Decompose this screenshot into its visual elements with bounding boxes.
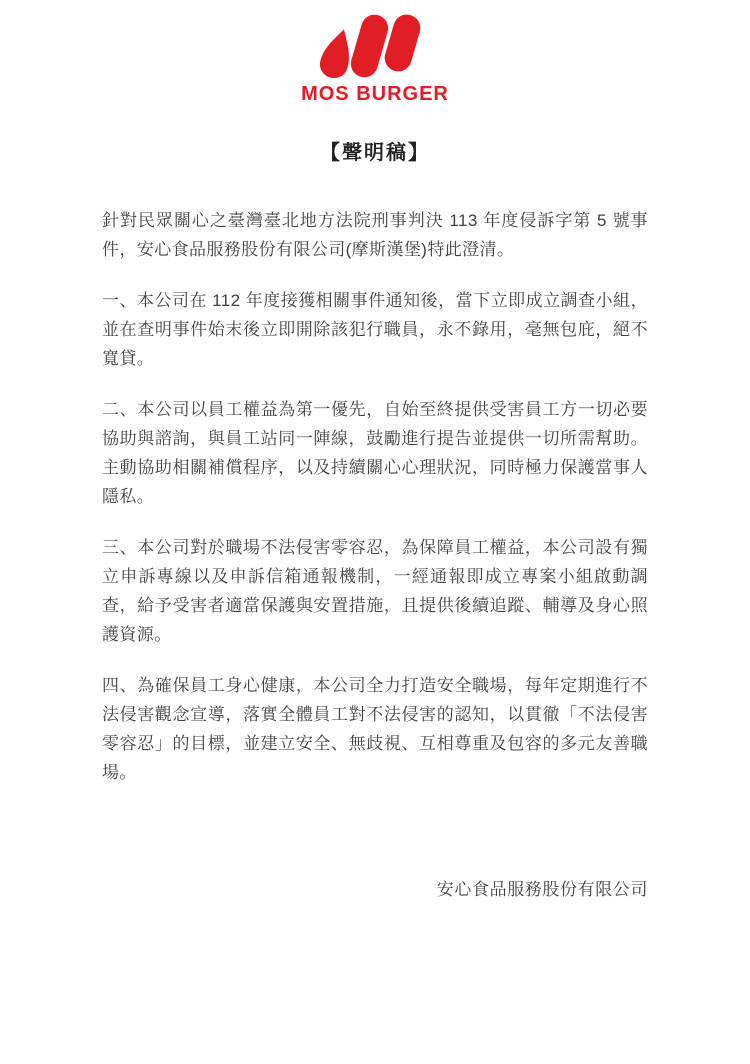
- statement-title: 【聲明稿】: [320, 142, 430, 164]
- logo-wordmark: MOS BURGER: [301, 83, 449, 105]
- company-signature: 安心食品服務股份有限公司: [436, 880, 648, 899]
- logo: [0, 0, 750, 105]
- statement-item-1: 一、本公司在 112 年度接獲相關事件通知後，當下立即成立調查小組，並在查明事件始末後立即開除該犯行職員，永不錄用，毫無包庇，絕不寬貸。: [102, 291, 648, 368]
- statement-item-2: 二、本公司以員工權益為第一優先，自始至終提供受害員工方一切必要協助與諮詢，與員工站同一陣線，鼓勵進行提告並提供一切所需幫助。主動協助相關補償程序，以及持續關心心理狀況，同時極力保護當事人隱私。: [102, 400, 648, 506]
- statement-item-3: 三、本公司對於職場不法侵害零容忍，為保障員工權益，本公司設有獨立申訴專線以及申訴信箱通報機制，一經通報即成立專案小組啟動調查，給予受害者適當保護與安置措施，且提供後續追蹤、輔導及身心照護資源。: [102, 538, 648, 644]
- intro-paragraph: 針對民眾關心之臺灣臺北地方法院刑事判決 113 年度侵訴字第 5 號事件，安心食品服務股份有限公司(摩斯漢堡)特此澄清。: [102, 211, 648, 259]
- statement-item-4: 四、為確保員工身心健康，本公司全力打造安全職場，每年定期進行不法侵害觀念宣導，落實全體員工對不法侵害的認知，以貫徹「不法侵害零容忍」的目標，並建立安全、無歧視、互相尊重及包容的多元友善職場。: [102, 676, 648, 782]
- statement-body: [102, 206, 648, 904]
- mos-burger-m-icon: [320, 13, 430, 81]
